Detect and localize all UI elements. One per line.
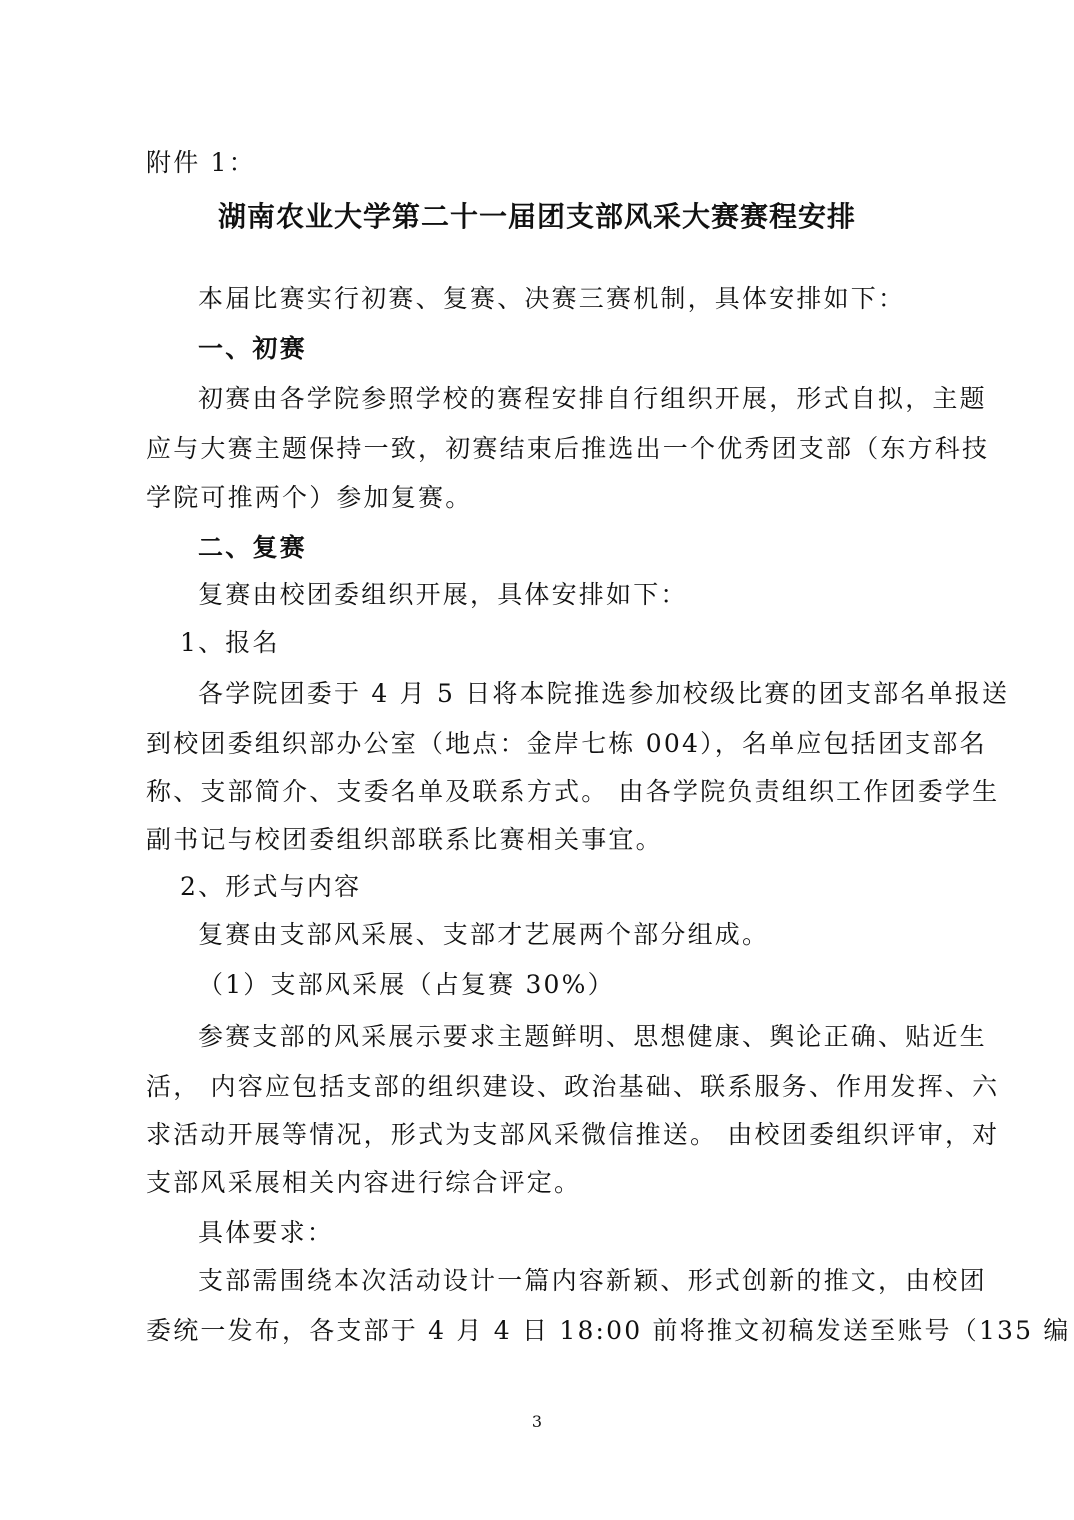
item-heading-registration: 1、报名 xyxy=(180,628,280,657)
registration-paragraph-line: 各学院团委于 4 月 5 日将本院推选参加校级比赛的团支部名单报送 xyxy=(198,679,1010,708)
section-heading-preliminary: 一、初赛 xyxy=(198,334,307,363)
registration-paragraph-line: 称、支部简介、支委名单及联系方式。 由各学院负责组织工作团委学生 xyxy=(146,777,1000,806)
preliminary-paragraph-line: 初赛由各学院参照学校的赛程安排自行组织开展，形式自拟，主题 xyxy=(198,384,987,413)
preliminary-paragraph-line: 学院可推两个）参加复赛。 xyxy=(146,483,473,512)
showcase-paragraph-line: 参赛支部的风采展示要求主题鲜明、思想健康、舆论正确、贴近生 xyxy=(198,1022,987,1051)
showcase-paragraph-line: 支部风采展相关内容进行综合评定。 xyxy=(146,1168,582,1197)
subitem-heading-branch-showcase: （1）支部风采展（占复赛 30%） xyxy=(198,970,615,999)
semifinal-intro: 复赛由校团委组织开展，具体安排如下： xyxy=(198,580,688,609)
requirements-heading: 具体要求： xyxy=(198,1218,335,1247)
registration-paragraph-line: 到校团委组织部办公室（地点：金岸七栋 004），名单应包括团支部名 xyxy=(146,729,987,758)
section-heading-semifinal: 二、复赛 xyxy=(198,533,307,562)
preliminary-paragraph-line: 应与大赛主题保持一致，初赛结束后推选出一个优秀团支部（东方科技 xyxy=(146,434,990,463)
registration-paragraph-line: 副书记与校团委组织部联系比赛相关事宜。 xyxy=(146,825,663,854)
attachment-label: 附件 1： xyxy=(146,148,256,177)
item-heading-format: 2、形式与内容 xyxy=(180,872,362,901)
requirements-paragraph-line: 支部需围绕本次活动设计一篇内容新颖、形式创新的推文，由校团 xyxy=(198,1266,987,1295)
format-intro: 复赛由支部风采展、支部才艺展两个部分组成。 xyxy=(198,920,770,949)
intro-paragraph: 本届比赛实行初赛、复赛、决赛三赛机制，具体安排如下： xyxy=(198,284,906,313)
document-title: 湖南农业大学第二十一届团支部风采大赛赛程安排 xyxy=(217,200,856,233)
requirements-paragraph-line: 委统一发布，各支部于 4 月 4 日 18:00 前将推文初稿发送至账号（135 编 xyxy=(146,1316,1071,1345)
page-number: 3 xyxy=(531,1412,543,1431)
showcase-paragraph-line: 活， 内容应包括支部的组织建设、政治基础、联系服务、作用发挥、六 xyxy=(146,1072,1000,1101)
showcase-paragraph-line: 求活动开展等情况，形式为支部风采微信推送。 由校团委组织评审，对 xyxy=(146,1120,1000,1149)
